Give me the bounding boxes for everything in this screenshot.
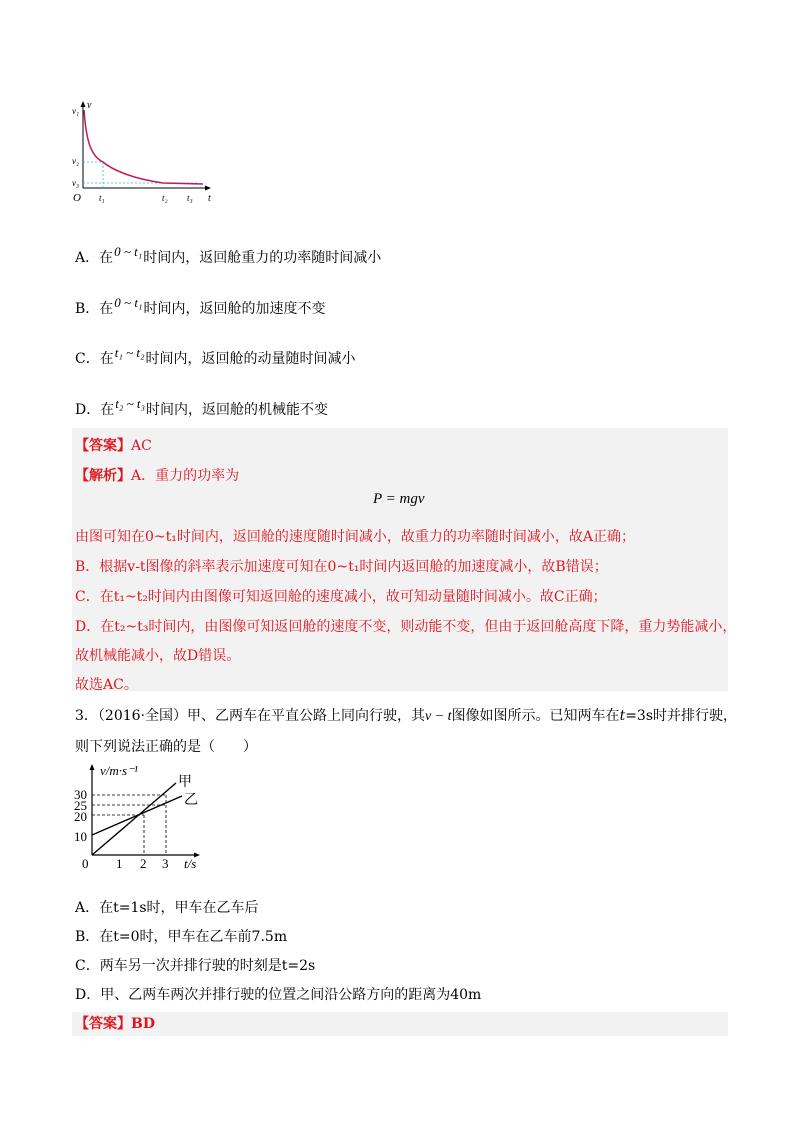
option-prefix: D．在 xyxy=(75,402,115,418)
legend-jia: 甲 xyxy=(178,775,192,790)
line-jia xyxy=(92,783,176,855)
analysis-line-6: 故选AC。 xyxy=(75,677,138,693)
label-t: t xyxy=(208,193,211,204)
q3-stem-line-1 xyxy=(75,706,737,727)
y-axis-label: v/m·s⁻¹ xyxy=(100,763,138,778)
ytick-10: 10 xyxy=(74,829,87,844)
label-t1: t₁ xyxy=(99,193,105,203)
q3-stem-text: 3．（2016·全国）甲、乙两车在平直公路上同向行驶，其 xyxy=(75,708,425,724)
q3-answer-box xyxy=(72,1012,728,1036)
y-axis-arrow xyxy=(81,101,86,107)
line-yi xyxy=(92,796,182,835)
option-math: t₁ ~ t₂ xyxy=(114,345,145,360)
ytick-25: 25 xyxy=(74,798,87,813)
q2-option-d xyxy=(75,394,328,420)
option-text: 时间内，返回舱重力的功率随时间减小 xyxy=(143,250,382,266)
label-t2: t₂ xyxy=(162,193,168,203)
x-axis-arrow xyxy=(205,186,211,191)
analysis-line-5: 故机械能减小，故D错误。 xyxy=(75,648,241,664)
q2-answer-line xyxy=(75,436,152,456)
xtick-3: 3 xyxy=(162,856,169,870)
q3-option-a: A．在t=1s时，甲车在乙车后 xyxy=(75,900,259,916)
answer-tag: 【答案】 xyxy=(75,438,131,454)
power-formula: P = mgv xyxy=(373,491,425,507)
q3-stem-text: =3s时并排行驶， xyxy=(625,708,738,724)
analysis-line-3: C．在t₁~t₂时间内由图像可知返回舱的速度减小，故可知动量随时间减小。故C正确； xyxy=(75,589,607,605)
answer-value: BD xyxy=(131,1016,155,1032)
q3-stem-var: t xyxy=(619,708,626,724)
option-prefix: B．在 xyxy=(75,301,114,317)
q3-stem-math: v − t xyxy=(425,709,452,724)
label-v2: v₂ xyxy=(72,156,80,166)
q3-option-d: D．甲、乙两车两次并排行驶的位置之间沿公路方向的距离为40m xyxy=(75,987,482,1003)
legend-yi: 乙 xyxy=(184,793,198,808)
q3-stem-line-2: 则下列说法正确的是（ ） xyxy=(75,739,257,755)
velocity-time-graph-2 xyxy=(72,760,222,870)
xtick-1: 1 xyxy=(116,856,123,870)
label-v3: v₃ xyxy=(72,178,80,188)
label-v: v xyxy=(87,100,92,111)
q2-option-a xyxy=(75,242,381,268)
analysis-line-1: 由图可知在0~t₁时间内，返回舱的速度随时间减小，故重力的功率随时间减小，故A正确； xyxy=(75,529,635,545)
velocity-curve xyxy=(84,110,203,184)
q3-answer-line xyxy=(75,1014,155,1034)
analysis-tag: 【解析】 xyxy=(75,468,131,484)
option-text: 时间内，返回舱的机械能不变 xyxy=(146,402,329,418)
ytick-30: 30 xyxy=(74,787,87,802)
label-t3: t₃ xyxy=(187,193,193,203)
option-math: t₂ ~ t₃ xyxy=(115,396,146,411)
label-v1: v₁ xyxy=(72,106,80,116)
xtick-2: 2 xyxy=(140,856,147,870)
option-prefix: C．在 xyxy=(75,351,114,367)
q3-option-b: B．在t=0时，甲车在乙车前7.5m xyxy=(75,929,288,945)
ytick-0: 0 xyxy=(82,856,89,870)
analysis-line-2: B．根据v-t图像的斜率表示加速度可知在0~t₁时间内返回舱的加速度减小，故B错误； xyxy=(75,559,608,575)
answer-tag: 【答案】 xyxy=(75,1016,131,1032)
option-text: 时间内，返回舱的加速度不变 xyxy=(143,301,326,317)
option-text: 时间内，返回舱的动量随时间减小 xyxy=(145,351,356,367)
analysis-text: A．重力的功率为 xyxy=(131,468,240,484)
q2-option-b xyxy=(75,293,325,319)
q2-option-c xyxy=(75,343,356,369)
q2-analysis-line xyxy=(75,466,239,486)
y-axis-arrow xyxy=(90,764,95,770)
ytick-20: 20 xyxy=(74,809,87,824)
option-math: 0 ~ t₁ xyxy=(114,244,143,259)
velocity-time-graph-1 xyxy=(68,98,228,208)
answer-value: AC xyxy=(131,438,152,454)
analysis-line-4: D．在t₂~t₃时间内，由图像可知返回舱的速度不变，则动能不变，但由于返回舱高度下降，重力势能减小， xyxy=(75,619,737,635)
option-math: 0 ~ t₁ xyxy=(114,295,143,310)
option-prefix: A．在 xyxy=(75,250,114,266)
q3-stem-text: 图像如图所示。已知两车在 xyxy=(451,708,620,724)
x-axis-label: t/s xyxy=(184,856,197,870)
q3-option-c: C．两车另一次并排行驶的时刻是t=2s xyxy=(75,958,316,974)
label-origin: O xyxy=(73,192,81,204)
